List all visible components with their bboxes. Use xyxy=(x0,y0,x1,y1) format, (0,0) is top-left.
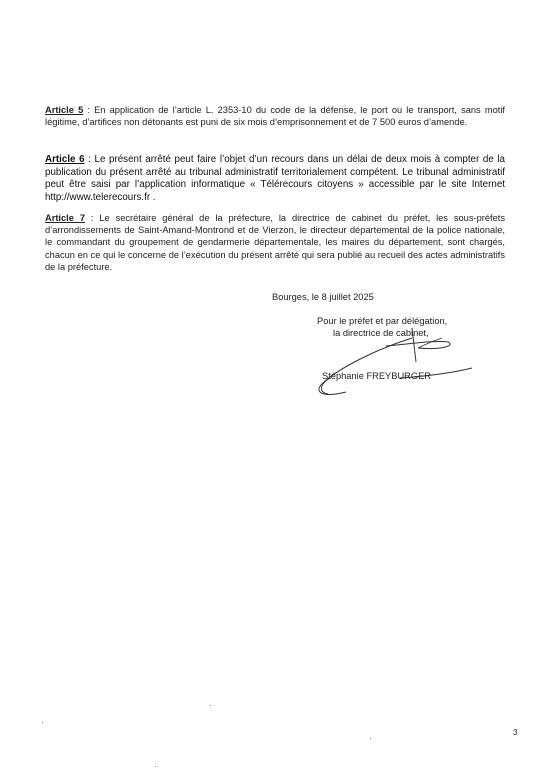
scan-speck xyxy=(210,705,211,706)
place-and-date: Bourges, le 8 juillet 2025 xyxy=(272,292,374,302)
delegation-line-1: Pour le préfet et par délégation, xyxy=(317,316,448,326)
scan-speck xyxy=(370,738,371,739)
article-6-label: Article 6 xyxy=(45,154,85,165)
article-7-label: Article 7 xyxy=(45,213,85,223)
article-5 xyxy=(45,104,505,128)
scan-speck xyxy=(42,722,43,723)
article-5-text: : En application de l’article L. 2353-10 du code de la défense, le port ou le transport, sans motif légitime, d’artifices non détonants est puni de six mois d’emprisonnement et de 7 500 euros d’amende. xyxy=(45,105,505,128)
article-7-text: : Le secrétaire général de la préfecture, la directrice de cabinet du préfet, les sous-préfets d’arrondissements de Saint-Amand-Montrond et de Vierzon, le directeur départemental de la police nationale, le commandant du groupement de gendarmerie départementale, les maires du département, sont chargés, chacun en ce qui le concerne de l’exécution du présent arrêté qui sera publié au recueil des actes administratifs de la préfecture. xyxy=(45,213,505,272)
article-5-label: Article 5 xyxy=(45,105,84,115)
article-6 xyxy=(45,154,505,204)
handwritten-signature xyxy=(300,322,480,402)
article-6-text: : Le présent arrêté peut faire l’objet d’un recours dans un délai de deux mois à compter de la publication du présent arrêté au tribunal administratif territorialement compétent. Le tribunal administratif peut être saisi par l’application informatique « Télérecours citoyens » accessible par le site Internet http://www.telerecours.fr . xyxy=(45,154,505,203)
signer-name: Stéphanie FREYBURGER xyxy=(322,371,432,381)
scan-speck xyxy=(155,766,156,767)
delegation-line-2: la directrice de cabinet, xyxy=(333,328,429,338)
page-number: 3 xyxy=(513,728,518,737)
article-7 xyxy=(45,212,505,273)
